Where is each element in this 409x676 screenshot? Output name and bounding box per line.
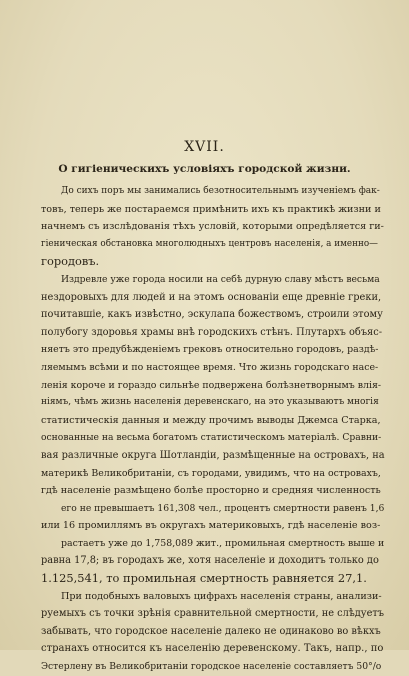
text-line: начнемъ съ изслѣдованія тѣхъ условій, которыми опредѣляется ги- (41, 221, 384, 233)
text-line: 1.125,541, то промильная смертность равняется 27,1. (41, 571, 367, 586)
text-line: гдѣ населеніе размѣщено болѣе просторно и средняя численность (41, 485, 381, 497)
text-line: Эстерлену въ Великобританіи городское населеніе составляетъ 50°/о (41, 661, 382, 673)
text-line: руемыхъ съ точки зрѣнія сравнительной смертности, не слѣдуетъ (41, 608, 385, 620)
text-line: странахъ относится къ населенію деревенскому. Такъ, напр., по (41, 643, 384, 655)
text-line: статистическія данныя и между прочимъ выводы Джемса Старка, (41, 414, 381, 426)
text-line: забывать, что городское населеніе далеко не одинаково во вѣкхъ (41, 625, 381, 637)
text-line: гіеническая обстановка многолюдныхъ центровъ населенія, а именно— (41, 238, 378, 249)
text-line: вая различные округа Шотландіи, размѣщенные на островахъ, на (41, 449, 385, 461)
text-line: товъ, теперь же постараемся примѣнить ихъ къ практикѣ жизни и (41, 203, 381, 215)
text-line: основанные на весьма богатомъ статистическомъ матеріалѣ. Сравни- (41, 432, 382, 444)
text-line: няетъ это предубѣжденіемъ грековъ относительно городовъ, раздѣ- (41, 344, 379, 356)
text-line: растаетъ уже до 1,758,089 жит., промильная смертность выше и (61, 537, 385, 549)
chapter-number: XVII. (184, 139, 225, 155)
text-line: материкѣ Великобританіи, съ городами, увидимъ, что на островахъ, (41, 467, 381, 479)
body-text (41, 183, 385, 676)
text-line: При подобныхъ валовыхъ цифрахъ населенія страны, анализи- (61, 590, 382, 602)
text-line: нездоровыхъ для людей и на этомъ основаніи еще древніе греки, (41, 291, 382, 303)
text-line: полубогу здоровья храмы внѣ городскихъ стѣнъ. Плутархъ объяс- (41, 326, 383, 338)
text-line: равна 17,8; въ городахъ же, хотя населеніе и доходитъ только до (41, 555, 379, 567)
text-line: ляемымъ всѣми и по настоящее время. Что жизнь городскаго насе- (41, 361, 379, 373)
text-line: почитавшіе, какъ извѣстно, эскулапа божествомъ, строили этому (41, 309, 383, 321)
text-line: городовъ. (41, 254, 100, 269)
text-line: Издревле уже города носили на себѣ дурную славу мѣстъ весьма (61, 273, 380, 285)
text-line: ніямъ, чѣмъ жизнь населенія деревенскаго, на это указываютъ многія (41, 397, 379, 408)
text-line: его не превышаетъ 161,308 чел., процентъ смертности равенъ 1,6 (61, 502, 385, 514)
text-line: До сихъ поръ мы занимались безотносительнымъ изученіемъ фак- (61, 186, 380, 196)
section-heading: О гигіеническихъ условіяхъ городской жизни. (58, 163, 351, 175)
text-line: или 16 промиллямъ въ округахъ материковыхъ, гдѣ населеніе воз- (41, 520, 381, 532)
text-line: ленія короче и гораздо сильнѣе подвержена болѣзнетворнымъ влія- (41, 379, 382, 391)
